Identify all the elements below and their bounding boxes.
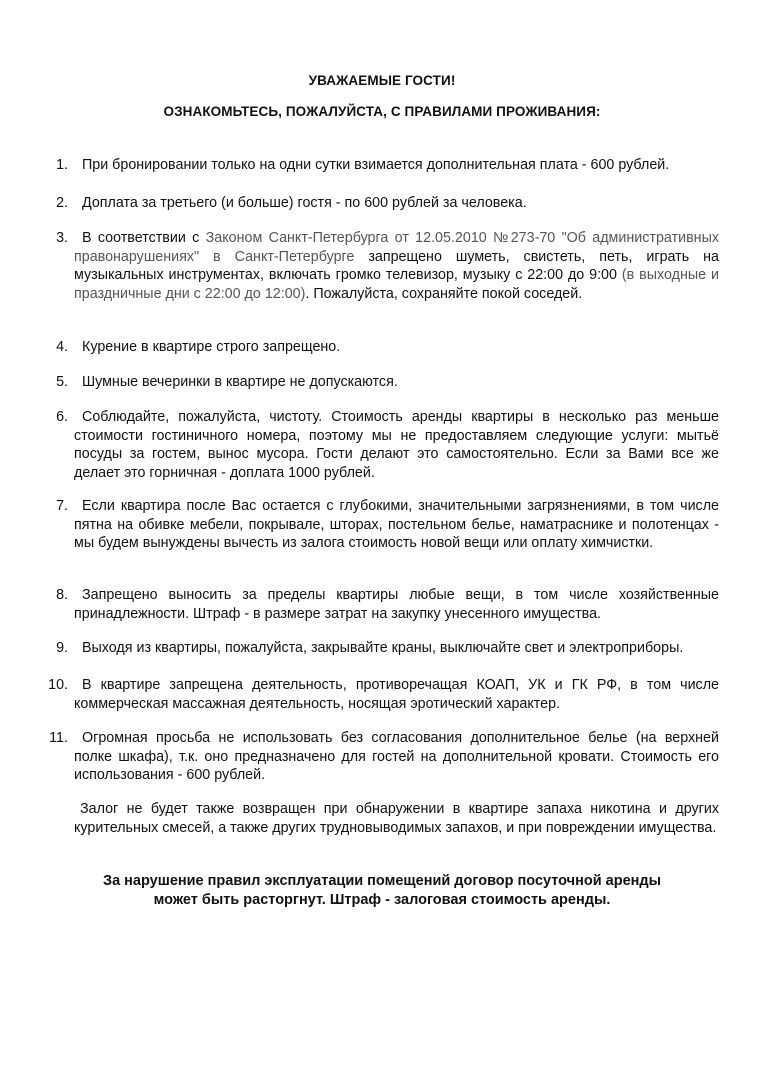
weekend-hours: (в выходные и праздничные дни с 22:00 до 12:00) <box>74 267 719 302</box>
rule-text: Шумные вечеринки в квартире не допускаются. <box>82 374 398 390</box>
rule-number: 10. <box>48 677 68 693</box>
rule-number: 2. <box>56 195 68 211</box>
rule-text: В квартире запрещена деятельность, противоречащая КОАП, УК и ГК РФ, в том числе коммерческая массажная деятельность, носящая эротический характер. <box>74 677 719 712</box>
rule-text: Курение в квартире строго запрещено. <box>82 339 341 355</box>
rule-item-9 <box>56 639 719 658</box>
rule-item-4 <box>56 338 719 357</box>
rule-number: 5. <box>56 374 68 390</box>
rule-item-3 <box>56 229 719 303</box>
rule-text: Если квартира после Вас остается с глубокими, значительными загрязнениями, в том числе пятна на обивке мебели, покрывале, шторах, постельном белье, наматраснике и полотенцах - мы будем вынуждены вычесть из залога стоимость новой вещи или оплату химчистки. <box>74 498 719 551</box>
law-reference: Законом Санкт-Петербурга от 12.05.2010 №273-70 "Об административных правонарушениях" в Санкт-Петербурге <box>74 230 719 265</box>
rule-text: Соблюдайте, пожалуйста, чистоту. Стоимость аренды квартиры в несколько раз меньше стоимости гостиничного номера, поэтому мы не предоставляем следующие услуги: мытьё посуды за гостем, вынос мусора. Гости делают это самостоятельно. Если за Вами все же делает это горничная - доплата 1000 рублей. <box>74 409 719 481</box>
rule-text: Выходя из квартиры, пожалуйста, закрывайте краны, выключайте свет и электроприборы. <box>82 640 684 656</box>
rule-number: 6. <box>56 409 68 425</box>
rule-text-body: запрещено шуметь, свистеть, петь, играть на музыкальных инструментах, включать громко телевизор, музыку с 22:00 до 9:00 <box>74 248 719 283</box>
rule-number: 9. <box>56 640 68 656</box>
warning-line-1: За нарушение правил эксплуатации помещений договор посуточной аренды <box>103 873 661 889</box>
rule-number: 8. <box>56 587 68 603</box>
deposit-note <box>74 800 719 837</box>
document-greeting: УВАЖАЕМЫЕ ГОСТИ! <box>308 73 456 88</box>
rule-item-2 <box>56 194 719 213</box>
rule-item-11 <box>49 729 719 785</box>
document-subtitle: ОЗНАКОМЬТЕСЬ, ПОЖАЛУЙСТА, С ПРАВИЛАМИ ПРОЖИВАНИЯ: <box>163 104 601 119</box>
rule-number: 3. <box>56 230 68 246</box>
rule-text: Доплата за третьего (и больше) гостя - по 600 рублей за человека. <box>82 195 527 211</box>
rule-item-5 <box>56 373 719 392</box>
rule-number: 4. <box>56 339 68 355</box>
rule-item-6 <box>56 408 719 482</box>
rule-item-7 <box>56 497 719 553</box>
rule-number: 7. <box>56 498 68 514</box>
rule-text: При бронировании только на одни сутки взимается дополнительная плата - 600 рублей. <box>82 157 670 173</box>
rule-item-10 <box>48 676 719 713</box>
rule-item-1 <box>56 156 719 175</box>
rule-item-8 <box>56 586 719 623</box>
rule-number: 1. <box>56 157 68 173</box>
warning-line-2: может быть расторгнут. Штраф - залоговая стоимость аренды. <box>153 892 611 908</box>
deposit-note-text: Залог не будет также возвращен при обнаружении в квартире запаха никотина и других курительных смесей, а также других трудновыводимых запахов, и при повреждении имущества. <box>74 801 719 836</box>
rule-number: 11. <box>49 730 68 746</box>
rule-text: Огромная просьба не использовать без согласования дополнительное белье (на верхней полке шкафа), т.к. оно предназначено для гостей на дополнительной кровати. Стоимость его использования - 600 рублей. <box>74 730 719 783</box>
rule-text-ending: . Пожалуйста, сохраняйте покой соседей. <box>305 285 583 302</box>
rule-text <box>74 229 719 303</box>
rule-text: Запрещено выносить за пределы квартиры любые вещи, в том числе хозяйственные принадлежности. Штраф - в размере затрат на закупку унесенного имущества. <box>74 587 719 622</box>
violation-warning <box>0 872 764 910</box>
rule-text-intro: В соответствии с <box>82 230 200 246</box>
